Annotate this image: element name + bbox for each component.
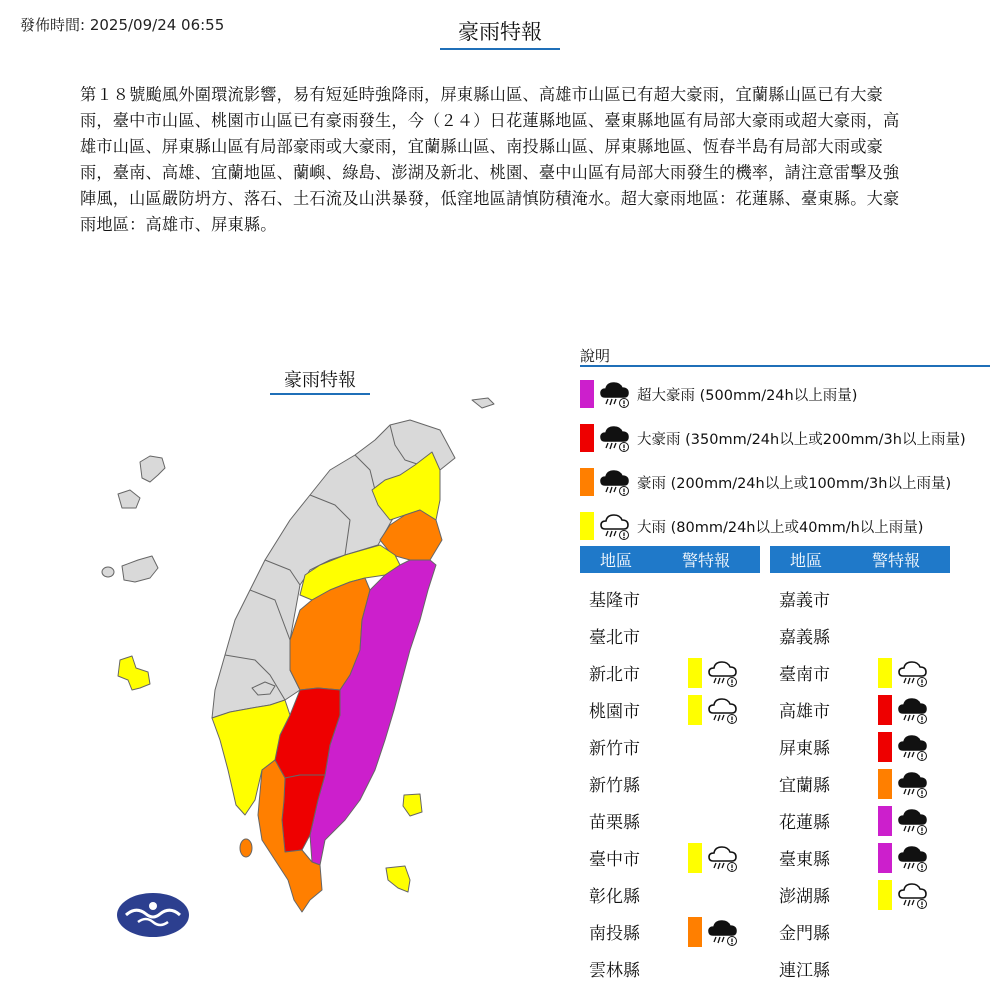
- legend-swatch: [580, 424, 594, 452]
- warning-level-badge: [878, 732, 892, 762]
- heavy-thunder-rain-icon: [599, 423, 631, 453]
- table-row: [580, 839, 760, 876]
- region-name: 桃園市: [589, 702, 640, 722]
- table-row: [580, 765, 760, 802]
- region-name: 高雄市: [779, 702, 830, 722]
- region-name: 臺南市: [779, 665, 830, 685]
- region-name: 宜蘭縣: [779, 776, 830, 796]
- table-row: [770, 913, 950, 950]
- region-penghu: [118, 656, 150, 690]
- table-row: [580, 580, 760, 617]
- region-name: 雲林縣: [589, 961, 640, 981]
- region-orchid-island: [386, 866, 410, 892]
- table-row: [580, 617, 760, 654]
- heavy-thunder-rain-icon: [707, 917, 739, 947]
- region-name: 澎湖縣: [779, 887, 830, 907]
- table-row: [770, 654, 950, 691]
- region-table-right: [770, 546, 950, 987]
- col-warning-header: 警特報: [681, 551, 730, 570]
- table-row: [770, 691, 950, 728]
- issue-time: 發佈時間: 2025/09/24 06:55: [20, 16, 225, 34]
- legend-swatch: [580, 380, 594, 408]
- cwa-logo: [116, 892, 190, 938]
- legend-title: 說明: [580, 347, 611, 365]
- table-row: [770, 617, 950, 654]
- region-name: 新竹縣: [589, 776, 640, 796]
- table-row: [580, 913, 760, 950]
- table-header: [580, 546, 760, 573]
- region-name: 臺北市: [589, 628, 640, 648]
- rain-cloud-outline-icon: [897, 658, 929, 688]
- rain-cloud-outline-icon: [707, 695, 739, 725]
- heavy-thunder-rain-icon: [897, 695, 929, 725]
- region-name: 基隆市: [589, 591, 640, 611]
- warning-level-badge: [878, 880, 892, 910]
- heavy-thunder-rain-icon: [599, 467, 631, 497]
- island-kinmen: [140, 456, 165, 482]
- heavy-thunder-rain-icon: [897, 732, 929, 762]
- heavy-thunder-rain-icon: [599, 379, 631, 409]
- col-region-header: 地區: [789, 551, 822, 570]
- page-title: 豪雨特報: [440, 16, 560, 50]
- taiwan-warning-map: [95, 390, 515, 930]
- warning-level-badge: [688, 843, 702, 873]
- warning-level-badge: [878, 695, 892, 725]
- legend-label: 超大豪雨 (500mm/24h以上雨量): [637, 387, 858, 404]
- warning-level-badge: [878, 769, 892, 799]
- legend-label: 大豪雨 (350mm/24h以上或200mm/3h以上雨量): [637, 431, 966, 448]
- legend-label: 豪雨 (200mm/24h以上或100mm/3h以上雨量): [637, 475, 952, 492]
- region-name: 臺中市: [589, 850, 640, 870]
- region-name: 金門縣: [779, 924, 830, 944]
- table-row: [580, 691, 760, 728]
- heavy-thunder-rain-icon: [897, 769, 929, 799]
- warning-level-badge: [878, 843, 892, 873]
- region-name: 連江縣: [779, 961, 830, 981]
- rain-cloud-outline-icon: [707, 843, 739, 873]
- rain-cloud-outline-icon: [707, 658, 739, 688]
- table-row: [770, 839, 950, 876]
- heavy-thunder-rain-icon: [897, 843, 929, 873]
- rain-cloud-outline-icon: [897, 880, 929, 910]
- region-name: 花蓮縣: [779, 813, 830, 833]
- table-row: [770, 580, 950, 617]
- legend: [580, 372, 995, 548]
- rain-cloud-outline-icon: [599, 511, 631, 541]
- region-name: 新竹市: [589, 739, 640, 759]
- legend-item-torrential: [580, 416, 995, 460]
- table-row: [770, 876, 950, 913]
- warning-level-badge: [878, 658, 892, 688]
- warning-bulletin-text: 第１８號颱風外圍環流影響，易有短延時強降雨，屏東縣山區、高雄市山區已有超大豪雨，宜蘭縣山區已有大豪雨，臺中市山區、桃園市山區已有豪雨發生，今（２４）日花蓮縣地區、臺東縣地區有局部大豪雨或超大豪雨，高雄市山區、屏東縣山區有局部豪雨或大豪雨，宜蘭縣山區、南投縣山區、屏東縣地區、恆春半島有局部大雨或豪雨，臺南、高雄、宜蘭地區、蘭嶼、綠島、澎湖及新北、桃園、臺中山區有局部大雨發生的機率，請注意雷擊及強陣風，山區嚴防坍方、落石、土石流及山洪暴發，低窪地區請慎防積淹水。超大豪雨地區：花蓮縣、臺東縣。大豪雨地區：高雄市、屏東縣。: [80, 85, 900, 234]
- region-name: 苗栗縣: [589, 813, 640, 833]
- table-row: [580, 950, 760, 987]
- warning-level-badge: [688, 917, 702, 947]
- legend-item-extremely-heavy: [580, 460, 995, 504]
- legend-item-extreme-torrential: [580, 372, 995, 416]
- legend-divider: [580, 365, 990, 367]
- warning-level-badge: [688, 658, 702, 688]
- region-name: 嘉義市: [779, 591, 830, 611]
- col-region-header: 地區: [599, 551, 632, 570]
- region-name: 屏東縣: [779, 739, 830, 759]
- region-name: 彰化縣: [589, 887, 640, 907]
- map-title: 豪雨特報: [270, 366, 370, 395]
- region-name: 嘉義縣: [779, 628, 830, 648]
- heavy-thunder-rain-icon: [897, 806, 929, 836]
- region-name: 南投縣: [589, 924, 640, 944]
- table-row: [580, 802, 760, 839]
- table-row: [580, 728, 760, 765]
- warning-level-badge: [878, 806, 892, 836]
- legend-label: 大雨 (80mm/24h以上或40mm/h以上雨量): [637, 519, 924, 536]
- region-name: 臺東縣: [779, 850, 830, 870]
- legend-swatch: [580, 468, 594, 496]
- region-liuqiu: [240, 839, 252, 857]
- table-header: [770, 546, 950, 573]
- region-green-island: [403, 794, 422, 816]
- legend-swatch: [580, 512, 594, 540]
- col-warning-header: 警特報: [871, 551, 920, 570]
- region-name: 新北市: [589, 665, 640, 685]
- warning-level-badge: [688, 695, 702, 725]
- region-table-left: [580, 546, 760, 987]
- table-row: [580, 876, 760, 913]
- table-row: [770, 802, 950, 839]
- table-row: [770, 728, 950, 765]
- table-row: [770, 950, 950, 987]
- table-row: [580, 654, 760, 691]
- table-row: [770, 765, 950, 802]
- legend-item-heavy: [580, 504, 995, 548]
